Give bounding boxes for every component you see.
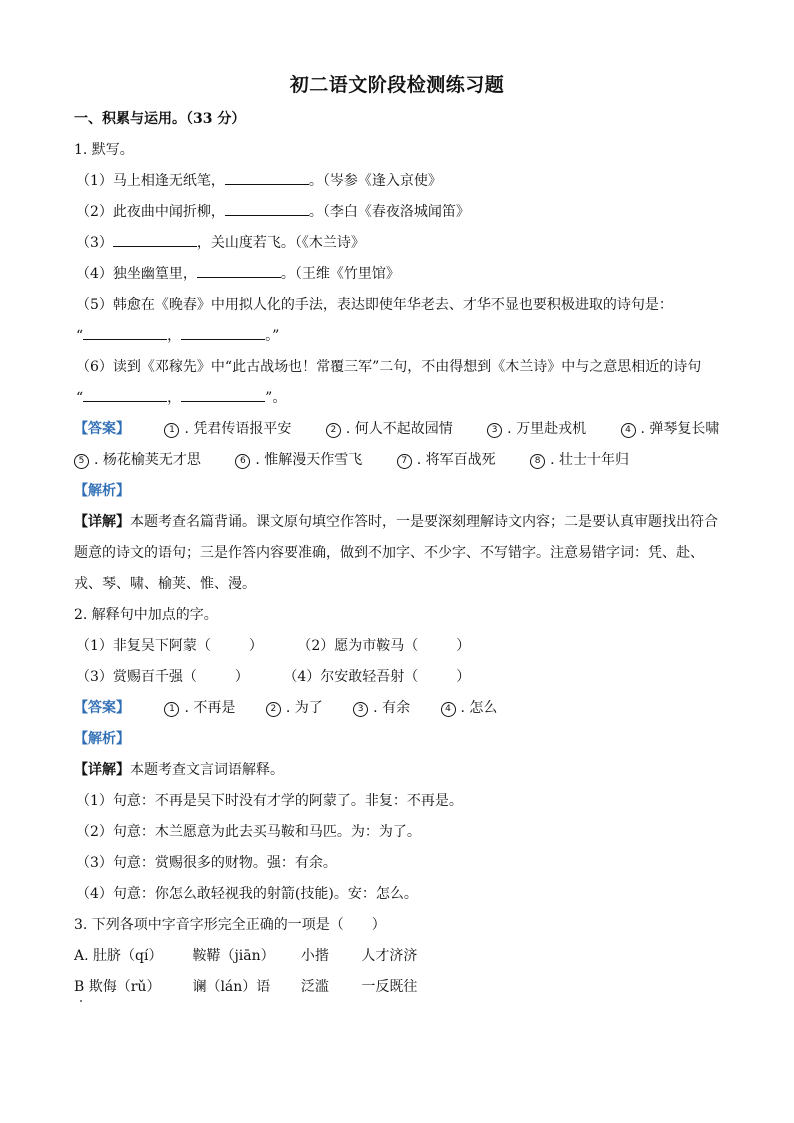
answer-item: 3 . 有余 bbox=[353, 693, 410, 724]
page-mark bbox=[80, 1000, 82, 1002]
q1-item-6-blanks bbox=[74, 383, 724, 414]
q1-detail-3: 戎、琴、啸、榆荚、惟、漫。 bbox=[74, 576, 256, 592]
q3-option-a-3: 小揩 bbox=[300, 948, 329, 964]
answer-blank bbox=[225, 201, 309, 216]
q3-option-b-3: 泛滥 bbox=[300, 979, 329, 995]
circled-number: 2 bbox=[266, 702, 281, 717]
answer-blank bbox=[113, 232, 197, 247]
circled-number: 6 bbox=[235, 454, 250, 469]
q2-item-1: （1）非复吴下阿蒙（ bbox=[76, 638, 211, 654]
q1-item-1 bbox=[74, 166, 724, 197]
q1-item-4 bbox=[74, 259, 724, 290]
answer-blank bbox=[181, 387, 265, 402]
comma: ， bbox=[167, 328, 182, 344]
document-body bbox=[74, 104, 724, 1003]
q1-item-6: （6）读到《邓稼先》中“此古战场也！常覆三军”二句，不由得想到《木兰诗》中与之意思相近的诗句 bbox=[76, 359, 702, 375]
circled-number: 3 bbox=[353, 702, 368, 717]
q2-item-2: （2）愿为市鞍马（ bbox=[297, 638, 419, 654]
close-quote: 。” bbox=[265, 328, 280, 344]
q3-stem: 3. 下列各项中字音字形完全正确的一项是（ ） bbox=[74, 917, 386, 933]
q1-detail-2: 题意的诗文的语句；三是作答内容要准确，做到不加字、不少字、不写错字。注意易错字词：凭、赴、 bbox=[74, 545, 704, 561]
q1-item-2-text: （2）此夜曲中闻折柳， bbox=[76, 204, 225, 220]
answer-blank bbox=[83, 387, 167, 402]
page-title: 初二语文阶段检测练习题 bbox=[289, 74, 505, 96]
analysis-label: 【解析】 bbox=[74, 731, 130, 747]
q2-items-row-1: （1）非复吴下阿蒙（ ） （2）愿为市鞍马（ ） bbox=[76, 638, 471, 654]
circled-number: 1 bbox=[164, 423, 179, 438]
q2-detail: 【详解】本题考查文言词语解释。 bbox=[74, 762, 284, 778]
q3-option-a-4: 人才济济 bbox=[361, 948, 418, 964]
answer-blank bbox=[83, 325, 167, 340]
q3-option-b-1: B 欺侮（rǔ） bbox=[74, 979, 161, 995]
circled-number: 3 bbox=[487, 423, 502, 438]
open-quote: “ bbox=[76, 390, 84, 406]
q1-answer-row-2 bbox=[74, 445, 724, 476]
circled-number: 2 bbox=[326, 423, 341, 438]
q1-item-5-blanks bbox=[74, 321, 724, 352]
answer-blank bbox=[197, 263, 281, 278]
answer-item: 3 . 万里赴戎机 bbox=[487, 414, 586, 445]
open-quote: “ bbox=[76, 328, 84, 344]
section-heading: 一、积累与运用。（33 分） bbox=[74, 111, 246, 127]
answer-blank bbox=[225, 170, 309, 185]
q3-option-b bbox=[74, 972, 724, 1003]
detail-label: 【详解】 bbox=[74, 762, 130, 778]
circled-number: 1 bbox=[164, 702, 179, 717]
answer-item: 2 . 为了 bbox=[266, 693, 323, 724]
q2-items-row-2: （3）赏赐百千强（ ） （4）尔安敢轻吾射（ ） bbox=[76, 669, 471, 685]
answer-item: 4 . 怎么 bbox=[441, 693, 498, 724]
q2-explanation-4: （4）句意：你怎么敢轻视我的射箭(技能)。安：怎么。 bbox=[76, 886, 418, 902]
q1-item-3-text: （3） bbox=[76, 235, 113, 251]
detail-label: 【详解】 bbox=[74, 514, 130, 530]
q1-item-4-source: 。（王维《竹里馆》 bbox=[280, 266, 400, 282]
q3-option-a-1: A. 肚脐（qí） bbox=[74, 948, 163, 964]
q1-item-1-source: 。（岑参《逢入京使》 bbox=[308, 173, 442, 189]
comma: ， bbox=[167, 390, 182, 406]
q3-option-a bbox=[74, 941, 724, 972]
answer-item: 8 . 壮士十年归 bbox=[530, 445, 629, 476]
q1-item-1-text: （1）马上相逢无纸笔， bbox=[76, 173, 225, 189]
answer-item: 1 . 不再是 bbox=[164, 693, 235, 724]
q1-item-5: （5）韩愈在《晚春》中用拟人化的手法，表达即使年华老去、才华不显也要积极进取的诗句是： bbox=[76, 297, 673, 313]
analysis-label: 【解析】 bbox=[74, 483, 130, 499]
q1-answer-row-1 bbox=[74, 414, 724, 445]
q1-item-2-source: 。（李白《春夜洛城闻笛》 bbox=[308, 204, 470, 220]
q2-item-3: （3）赏赐百千强（ bbox=[76, 669, 197, 685]
circled-number: 8 bbox=[530, 454, 545, 469]
circled-number: 7 bbox=[397, 454, 412, 469]
q1-item-4-text: （4）独坐幽篁里， bbox=[76, 266, 197, 282]
q2-stem: 2. 解释句中加点的字。 bbox=[74, 607, 218, 623]
answer-item: 7 . 将军百战死 bbox=[397, 445, 496, 476]
circled-number: 4 bbox=[621, 423, 636, 438]
answer-item: 2 . 何人不起故园情 bbox=[326, 414, 453, 445]
q2-explanation-3: （3）句意：赏赐很多的财物。强：有余。 bbox=[76, 855, 337, 871]
answer-label: 【答案】 bbox=[74, 421, 130, 437]
q2-explanation-2: （2）句意：木兰愿意为此去买马鞍和马匹。为：为了。 bbox=[76, 824, 421, 840]
q1-item-3 bbox=[74, 228, 724, 259]
q2-answer-row bbox=[74, 693, 724, 724]
answer-blank bbox=[181, 325, 265, 340]
circled-number: 4 bbox=[441, 702, 456, 717]
circled-number: 5 bbox=[74, 454, 89, 469]
q2-explanation-1: （1）句意：不再是吴下时没有才学的阿蒙了。非复：不再是。 bbox=[76, 793, 463, 809]
answer-item: 6 . 惟解漫天作雪飞 bbox=[235, 445, 362, 476]
q3-option-b-4: 一反既往 bbox=[361, 979, 418, 995]
q3-option-a-2: 鞍鞯（jiān） bbox=[192, 948, 275, 964]
answer-item: 5 . 杨花榆荚无才思 bbox=[74, 445, 201, 476]
q1-item-2 bbox=[74, 197, 724, 228]
q2-item-4: （4）尔安敢轻吾射（ bbox=[283, 669, 419, 685]
q3-option-b-2: 谰（lán）语 bbox=[192, 979, 271, 995]
answer-item: 1 . 凭君传语报平安 bbox=[164, 414, 291, 445]
q1-stem: 1. 默写。 bbox=[74, 142, 134, 158]
answer-label: 【答案】 bbox=[74, 700, 130, 716]
q1-detail-1: 【详解】本题考查名篇背诵。课文原句填空作答时，一是要深刻理解诗文内容；二是要认真审题找出符合 bbox=[74, 514, 718, 530]
answer-item: 4 . 弹琴复长啸 bbox=[621, 414, 720, 445]
q1-item-3-source: ，关山度若飞。（《木兰诗》 bbox=[196, 235, 365, 251]
close-quote: ”。 bbox=[265, 390, 287, 406]
